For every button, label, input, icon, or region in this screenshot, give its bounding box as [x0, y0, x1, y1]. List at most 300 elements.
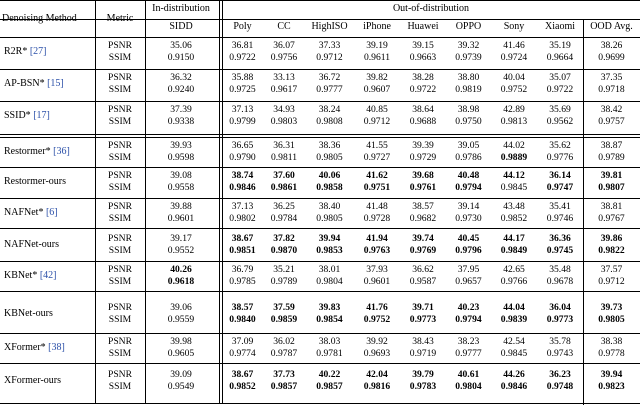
ssim-cell: 0.9819	[455, 83, 482, 95]
ssim-cell: 0.9722	[229, 51, 256, 63]
citation-link[interactable]: [17]	[30, 109, 50, 121]
ssim-cell: 0.9611	[363, 51, 391, 63]
metric-ssim: SSIM	[108, 313, 132, 325]
ssim-cell: 0.9802	[229, 212, 256, 224]
psnr-cell: 38.67	[231, 233, 254, 244]
psnr-cell: 41.94	[366, 233, 388, 244]
method-label: NAFNet*	[4, 206, 44, 218]
psnr-cell: 35.48	[549, 264, 571, 275]
psnr-cell: 42.54	[503, 336, 525, 347]
ssim-cell: 0.9150	[167, 51, 195, 63]
psnr-cell: 38.28	[412, 72, 434, 83]
psnr-cell: 35.21	[273, 264, 295, 275]
ssim-cell: 0.9724	[500, 51, 528, 63]
ssim-cell: 0.9747	[546, 181, 574, 193]
ssim-cell: 0.9846	[500, 380, 528, 392]
psnr-cell: 39.39	[412, 140, 434, 151]
method-name-kbnet	[4, 270, 57, 281]
psnr-cell: 40.23	[457, 302, 480, 313]
ssim-cell: 0.9766	[500, 275, 528, 287]
psnr-cell: 37.57	[600, 264, 623, 275]
ssim-cell: 0.9823	[598, 380, 625, 392]
ssim-cell: 0.9785	[229, 275, 256, 287]
ssim-cell: 0.9559	[167, 313, 195, 325]
ssim-cell: 0.9664	[546, 51, 574, 63]
psnr-cell: 36.31	[273, 140, 295, 151]
psnr-cell: 34.93	[273, 104, 295, 115]
metric-psnr: PSNR	[108, 72, 132, 83]
ssim-cell: 0.9849	[500, 244, 528, 256]
ssim-cell: 0.9730	[455, 212, 482, 224]
psnr-cell: 36.14	[549, 170, 571, 181]
ssim-cell: 0.9240	[167, 83, 195, 95]
ssim-cell: 0.9549	[167, 380, 195, 392]
psnr-cell: 38.57	[231, 302, 254, 313]
ssim-cell: 0.9851	[229, 244, 256, 256]
ssim-cell: 0.9857	[316, 380, 343, 392]
psnr-cell: 39.98	[170, 336, 192, 347]
ssim-cell: 0.9783	[409, 380, 437, 392]
psnr-cell: 41.62	[366, 170, 388, 181]
header-col-iphone: iPhone	[363, 21, 391, 32]
metric-psnr: PSNR	[108, 140, 132, 151]
psnr-cell: 40.26	[170, 264, 192, 275]
psnr-cell: 40.61	[457, 369, 480, 380]
ssim-cell: 0.9756	[270, 51, 298, 63]
ssim-cell: 0.9725	[229, 83, 256, 95]
psnr-cell: 35.06	[170, 40, 192, 51]
psnr-cell: 41.48	[366, 201, 388, 212]
psnr-cell: 40.22	[318, 369, 341, 380]
ssim-cell: 0.9822	[598, 244, 625, 256]
ssim-cell: 0.9774	[229, 347, 256, 359]
header-col-highiso: HighISO	[311, 21, 348, 32]
ssim-cell: 0.9769	[409, 244, 437, 256]
ssim-cell: 0.9748	[546, 380, 574, 392]
ssim-cell: 0.9618	[167, 275, 195, 287]
ssim-cell: 0.9607	[363, 83, 391, 95]
ssim-cell: 0.9558	[167, 181, 195, 193]
group-rule-4	[0, 198, 640, 199]
method-name-xformer-ours	[4, 375, 61, 386]
metric-psnr: PSNR	[108, 201, 132, 212]
header-out-of-distribution: Out-of-distribution	[392, 3, 470, 14]
ssim-cell: 0.9587	[409, 275, 437, 287]
metric-ssim: SSIM	[108, 83, 132, 95]
psnr-cell: 42.65	[503, 264, 525, 275]
citation-link[interactable]: [6]	[43, 206, 58, 218]
header-denoising-method: Denoising Method	[2, 13, 77, 24]
psnr-cell: 38.87	[600, 140, 623, 151]
method-label: NAFNet-ours	[4, 238, 59, 250]
ssim-cell: 0.9750	[455, 115, 482, 127]
psnr-cell: 38.24	[318, 104, 341, 115]
ssim-cell: 0.9722	[546, 83, 574, 95]
psnr-cell: 42.89	[503, 104, 525, 115]
psnr-cell: 39.05	[457, 140, 480, 151]
metric-psnr: PSNR	[108, 170, 132, 181]
psnr-cell: 35.62	[549, 140, 571, 151]
ssim-cell: 0.9605	[167, 347, 195, 359]
metric-ssim: SSIM	[108, 181, 132, 193]
ssim-cell: 0.9688	[409, 115, 437, 127]
ssim-cell: 0.9807	[598, 181, 625, 193]
psnr-cell: 38.43	[412, 336, 434, 347]
header-col-cc: CC	[277, 21, 291, 32]
psnr-cell: 36.79	[231, 264, 254, 275]
ssim-cell: 0.9718	[598, 83, 625, 95]
ssim-cell: 0.9870	[270, 244, 298, 256]
header-metric: Metric	[106, 13, 134, 24]
psnr-cell: 35.78	[549, 336, 571, 347]
psnr-cell: 39.09	[170, 369, 192, 380]
group-inner-rule	[0, 167, 640, 168]
ssim-cell: 0.9767	[598, 212, 625, 224]
psnr-cell: 39.68	[412, 170, 434, 181]
method-label: KBNet-ours	[4, 307, 53, 319]
ssim-cell: 0.9777	[455, 347, 482, 359]
ssim-cell: 0.9657	[455, 275, 482, 287]
psnr-cell: 35.07	[549, 72, 571, 83]
psnr-cell: 37.93	[366, 264, 388, 275]
ssim-cell: 0.9752	[363, 313, 391, 325]
psnr-cell: 40.45	[457, 233, 480, 244]
metric-ssim: SSIM	[108, 380, 132, 392]
method-name-restormer-ours	[4, 176, 66, 187]
citation-link[interactable]: [38]	[45, 341, 65, 353]
ssim-cell: 0.9808	[316, 115, 343, 127]
metric-ssim: SSIM	[108, 115, 132, 127]
psnr-cell: 39.92	[366, 336, 388, 347]
ssim-cell: 0.9813	[500, 115, 528, 127]
psnr-cell: 35.19	[549, 40, 571, 51]
psnr-cell: 38.03	[318, 336, 341, 347]
table-top-rule	[0, 0, 640, 1]
psnr-cell: 39.94	[318, 233, 341, 244]
ssim-cell: 0.9794	[455, 181, 482, 193]
ssim-cell: 0.9617	[270, 83, 298, 95]
ssim-cell: 0.9746	[546, 212, 574, 224]
psnr-cell: 38.38	[600, 336, 623, 347]
psnr-cell: 43.48	[503, 201, 525, 212]
psnr-cell: 38.42	[600, 104, 623, 115]
method-label: AP-BSN*	[4, 77, 45, 89]
psnr-cell: 37.60	[273, 170, 295, 181]
metric-ssim: SSIM	[108, 244, 132, 256]
method-label: Restormer-ours	[4, 175, 67, 187]
header-col-sony: Sony	[503, 21, 525, 32]
metric-psnr: PSNR	[108, 369, 132, 380]
psnr-cell: 36.23	[549, 369, 571, 380]
ssim-cell: 0.9784	[270, 212, 298, 224]
psnr-cell: 44.04	[503, 302, 525, 313]
psnr-cell: 39.17	[170, 233, 192, 244]
psnr-cell: 38.67	[231, 369, 254, 380]
header-col-xiaomi: Xiaomi	[545, 21, 575, 32]
ssim-cell: 0.9796	[455, 244, 482, 256]
psnr-cell: 36.04	[549, 302, 571, 313]
metric-psnr: PSNR	[108, 104, 132, 115]
citation-link[interactable]: [15]	[44, 77, 64, 89]
psnr-cell: 38.64	[412, 104, 434, 115]
metric-psnr: PSNR	[108, 336, 132, 347]
group-inner-rule	[0, 291, 640, 292]
citation-link[interactable]: [36]	[50, 145, 70, 157]
psnr-cell: 38.98	[457, 104, 480, 115]
ssim-cell: 0.9761	[409, 181, 437, 193]
ssim-cell: 0.9552	[167, 244, 195, 256]
psnr-cell: 39.74	[412, 233, 434, 244]
psnr-cell: 39.86	[600, 233, 623, 244]
ssim-cell: 0.9799	[229, 115, 256, 127]
psnr-cell: 39.93	[170, 140, 192, 151]
ssim-cell: 0.9719	[409, 347, 437, 359]
ssim-cell: 0.9805	[316, 212, 343, 224]
ssim-cell: 0.9757	[598, 115, 625, 127]
psnr-cell: 37.59	[273, 302, 295, 313]
header-in-distribution: In-distribution	[152, 3, 210, 14]
psnr-cell: 37.82	[273, 233, 295, 244]
psnr-cell: 36.07	[273, 40, 295, 51]
ssim-cell: 0.9805	[316, 151, 343, 163]
psnr-cell: 38.01	[318, 264, 341, 275]
ssim-cell: 0.9751	[363, 181, 391, 193]
ssim-cell: 0.9786	[455, 151, 482, 163]
ssim-cell: 0.9743	[546, 347, 574, 359]
metric-ssim: SSIM	[108, 275, 132, 287]
method-name-xformer	[4, 342, 65, 353]
psnr-cell: 40.85	[366, 104, 388, 115]
header-col-ood-avg-: OOD Avg.	[590, 21, 633, 32]
psnr-cell: 36.32	[170, 72, 192, 83]
psnr-cell: 38.74	[231, 170, 254, 181]
metric-psnr: PSNR	[108, 302, 132, 313]
vrule-in-dist-a	[219, 0, 220, 404]
psnr-cell: 39.14	[457, 201, 480, 212]
ssim-cell: 0.9854	[316, 313, 343, 325]
ssim-cell: 0.9839	[500, 313, 528, 325]
method-label: Restormer*	[4, 145, 51, 157]
ssim-cell: 0.9693	[363, 347, 391, 359]
psnr-cell: 37.39	[170, 104, 192, 115]
method-label: R2R*	[4, 45, 28, 57]
ssim-cell: 0.9852	[229, 380, 256, 392]
psnr-cell: 38.23	[457, 336, 480, 347]
psnr-cell: 36.02	[273, 336, 295, 347]
ssim-cell: 0.9852	[500, 212, 528, 224]
psnr-cell: 38.40	[318, 201, 341, 212]
psnr-cell: 42.04	[366, 369, 388, 380]
ssim-cell: 0.9763	[363, 244, 391, 256]
group-inner-rule	[0, 363, 640, 364]
group-rule-0	[0, 69, 640, 70]
psnr-cell: 39.73	[600, 302, 623, 313]
header-col-poly: Poly	[233, 21, 252, 32]
psnr-cell: 35.41	[549, 201, 571, 212]
psnr-cell: 40.06	[318, 170, 341, 181]
psnr-cell: 35.69	[549, 104, 571, 115]
header-col-oppo: OPPO	[455, 21, 482, 32]
header-col-huawei: Huawei	[407, 21, 439, 32]
metric-ssim: SSIM	[108, 212, 132, 224]
ssim-cell: 0.9601	[167, 212, 195, 224]
psnr-cell: 37.13	[231, 201, 254, 212]
psnr-cell: 36.36	[549, 233, 571, 244]
psnr-cell: 39.82	[366, 72, 388, 83]
group-rule-2	[0, 134, 640, 135]
psnr-cell: 37.35	[600, 72, 623, 83]
psnr-cell: 37.73	[273, 369, 295, 380]
group-inner-rule	[0, 228, 640, 229]
ssim-cell: 0.9845	[500, 181, 528, 193]
metric-ssim: SSIM	[108, 51, 132, 63]
psnr-cell: 39.88	[170, 201, 192, 212]
ssim-cell: 0.9562	[546, 115, 574, 127]
method-name-ap-bsn	[4, 78, 64, 89]
group-rule-3	[0, 137, 640, 138]
psnr-cell: 40.48	[457, 170, 480, 181]
psnr-cell: 40.04	[503, 72, 525, 83]
ssim-cell: 0.9727	[363, 151, 391, 163]
psnr-cell: 38.36	[318, 140, 341, 151]
psnr-cell: 38.80	[457, 72, 480, 83]
psnr-cell: 33.13	[273, 72, 295, 83]
psnr-cell: 39.06	[170, 302, 192, 313]
psnr-cell: 39.08	[170, 170, 192, 181]
ssim-cell: 0.9889	[500, 151, 528, 163]
psnr-cell: 44.17	[503, 233, 525, 244]
metric-ssim: SSIM	[108, 347, 132, 359]
ssim-cell: 0.9712	[598, 275, 625, 287]
ssim-cell: 0.9853	[316, 244, 343, 256]
psnr-cell: 39.15	[412, 40, 434, 51]
citation-link[interactable]: [42]	[37, 269, 57, 281]
metric-ssim: SSIM	[108, 151, 132, 163]
ssim-cell: 0.9722	[409, 83, 437, 95]
method-label: KBNet*	[4, 269, 38, 281]
ssim-cell: 0.9699	[598, 51, 625, 63]
psnr-cell: 38.26	[600, 40, 623, 51]
group-rule-1	[0, 101, 640, 102]
ssim-cell: 0.9840	[229, 313, 256, 325]
ssim-cell: 0.9858	[316, 181, 343, 193]
ssim-cell: 0.9811	[270, 151, 298, 163]
psnr-cell: 36.65	[231, 140, 254, 151]
method-name-nafnet-ours	[4, 239, 59, 250]
ssim-cell: 0.9794	[455, 313, 482, 325]
ssim-cell: 0.9861	[270, 181, 298, 193]
ssim-cell: 0.9745	[546, 244, 574, 256]
psnr-cell: 36.72	[318, 72, 341, 83]
ssim-cell: 0.9804	[316, 275, 343, 287]
psnr-cell: 39.19	[366, 40, 388, 51]
method-name-ssid	[4, 110, 50, 121]
psnr-cell: 41.76	[366, 302, 388, 313]
ssim-cell: 0.9712	[363, 115, 391, 127]
psnr-cell: 41.55	[366, 140, 388, 151]
method-name-restormer	[4, 146, 70, 157]
ssim-cell: 0.9712	[316, 51, 343, 63]
psnr-cell: 39.79	[412, 369, 434, 380]
ssim-cell: 0.9338	[167, 115, 195, 127]
ssim-cell: 0.9773	[409, 313, 437, 325]
psnr-cell: 44.02	[503, 140, 525, 151]
ssim-cell: 0.9729	[409, 151, 437, 163]
method-label: XFormer-ours	[4, 374, 62, 386]
header-col-sidd: SIDD	[169, 21, 193, 32]
psnr-cell: 37.09	[231, 336, 254, 347]
psnr-cell: 39.32	[457, 40, 480, 51]
psnr-cell: 39.83	[318, 302, 341, 313]
method-name-r2r	[4, 46, 47, 57]
header-bottom-rule	[0, 37, 640, 38]
psnr-cell: 44.26	[503, 369, 525, 380]
ssim-cell: 0.9846	[229, 181, 256, 193]
ssim-cell: 0.9787	[270, 347, 298, 359]
method-name-nafnet	[4, 207, 58, 218]
psnr-cell: 36.25	[273, 201, 295, 212]
psnr-cell: 39.81	[600, 170, 623, 181]
method-name-kbnet-ours	[4, 308, 53, 319]
psnr-cell: 44.12	[503, 170, 525, 181]
ssim-cell: 0.9601	[363, 275, 391, 287]
ssim-cell: 0.9682	[409, 212, 437, 224]
method-label: XFormer*	[4, 341, 46, 353]
ssim-cell: 0.9728	[363, 212, 391, 224]
ssim-cell: 0.9781	[316, 347, 343, 359]
ssim-cell: 0.9739	[455, 51, 482, 63]
psnr-cell: 37.33	[318, 40, 341, 51]
ssim-cell: 0.9773	[546, 313, 574, 325]
ssim-cell: 0.9816	[363, 380, 391, 392]
psnr-cell: 37.13	[231, 104, 254, 115]
ssim-cell: 0.9778	[598, 347, 625, 359]
ssim-cell: 0.9678	[546, 275, 574, 287]
psnr-cell: 39.71	[412, 302, 434, 313]
psnr-cell: 38.81	[600, 201, 623, 212]
ssim-cell: 0.9859	[270, 313, 298, 325]
header-sub-rule	[0, 19, 640, 20]
metric-psnr: PSNR	[108, 264, 132, 275]
ssim-cell: 0.9776	[546, 151, 574, 163]
group-rule-6	[0, 333, 640, 334]
psnr-cell: 36.81	[231, 40, 254, 51]
ssim-cell: 0.9845	[500, 347, 528, 359]
psnr-cell: 41.46	[503, 40, 525, 51]
ssim-cell: 0.9752	[500, 83, 528, 95]
ssim-cell: 0.9777	[316, 83, 343, 95]
psnr-cell: 39.94	[600, 369, 623, 380]
citation-link[interactable]: [27]	[27, 45, 47, 57]
psnr-cell: 37.95	[457, 264, 480, 275]
ssim-cell: 0.9804	[455, 380, 482, 392]
psnr-cell: 38.57	[412, 201, 434, 212]
ssim-cell: 0.9789	[598, 151, 625, 163]
metric-psnr: PSNR	[108, 233, 132, 244]
ssim-cell: 0.9598	[167, 151, 195, 163]
group-rule-5	[0, 261, 640, 262]
metric-psnr: PSNR	[108, 40, 132, 51]
ssim-cell: 0.9663	[409, 51, 437, 63]
ssim-cell: 0.9857	[270, 380, 298, 392]
psnr-cell: 35.88	[231, 72, 254, 83]
ssim-cell: 0.9803	[270, 115, 298, 127]
psnr-cell: 36.62	[412, 264, 434, 275]
method-label: SSID*	[4, 109, 31, 121]
ssim-cell: 0.9790	[229, 151, 256, 163]
ssim-cell: 0.9805	[598, 313, 625, 325]
ssim-cell: 0.9789	[270, 275, 298, 287]
